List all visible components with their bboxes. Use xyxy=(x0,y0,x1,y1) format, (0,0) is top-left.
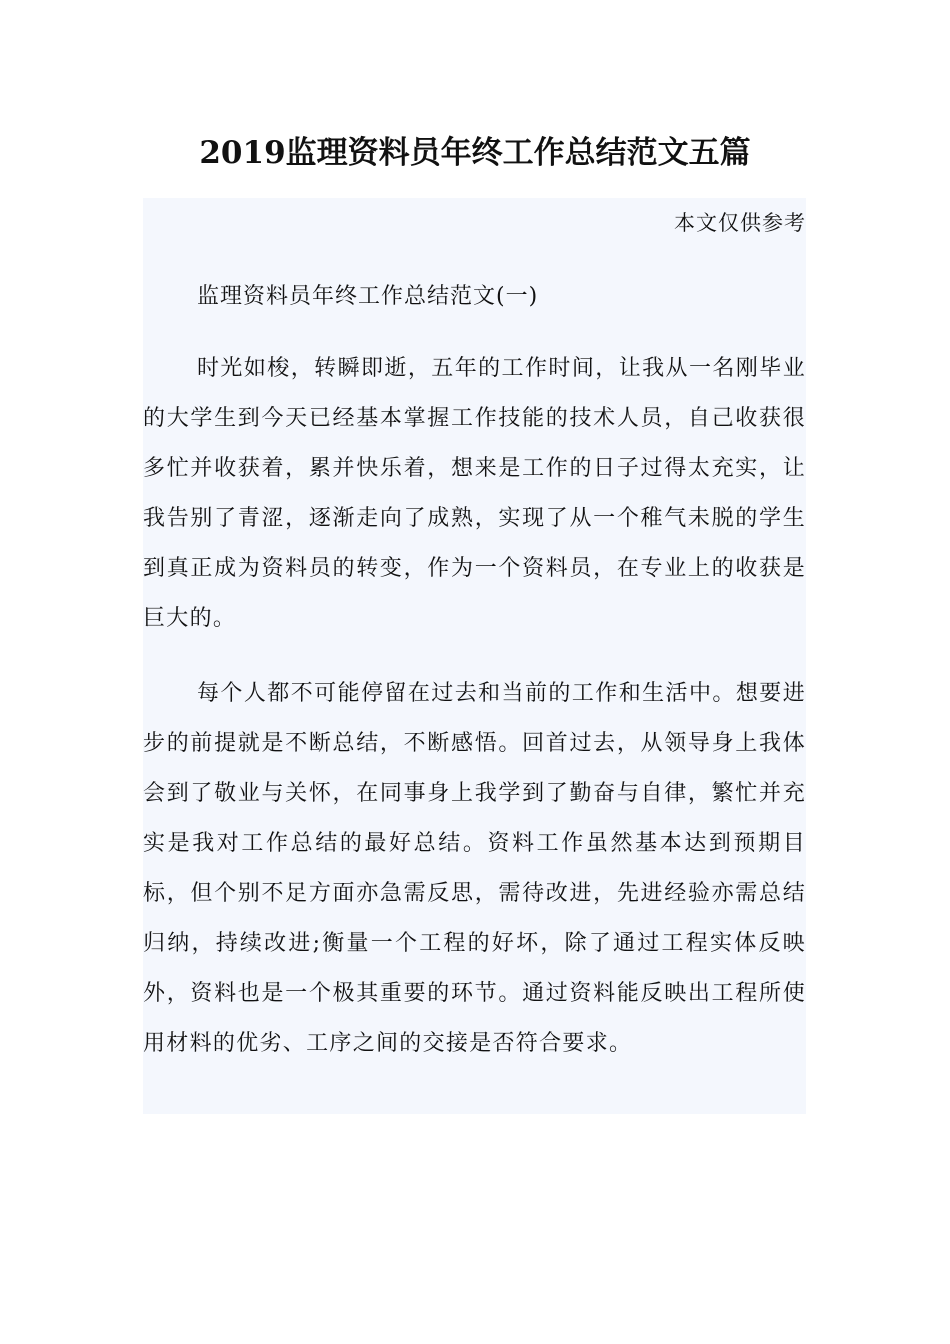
section-heading: 监理资料员年终工作总结范文(一) xyxy=(197,284,539,309)
paragraph-2: 每个人都不可能停留在过去和当前的工作和生活中。想要进步的前提就是不断总结，不断感悟。回首过去，从领导身上我体会到了敬业与关怀，在同事身上我学到了勤奋与自律，繁忙并充实是我对工作总结的最好总结。资料工作虽然基本达到预期目标，但个别不足方面亦急需反思，需待改进，先进经验亦需总结归纳，持续改进;衡量一个工程的好坏，除了通过工程实体反映外，资料也是一个极其重要的环节。通过资料能反映出工程所使用材料的优劣、工序之间的交接是否符合要求。 xyxy=(143,681,806,1056)
content-panel xyxy=(143,198,806,1114)
paragraph-1: 时光如梭，转瞬即逝，五年的工作时间，让我从一名刚毕业的大学生到今天已经基本掌握工作技能的技术人员，自己收获很多忙并收获着，累并快乐着，想来是工作的日子过得太充实，让我告别了青涩，逐渐走向了成熟，实现了从一个稚气未脱的学生到真正成为资料员的转变，作为一个资料员，在专业上的收获是巨大的。 xyxy=(143,356,806,631)
document-title: 2019监理资料员年终工作总结范文五篇 xyxy=(199,135,751,171)
reference-note: 本文仅供参考 xyxy=(674,211,806,235)
